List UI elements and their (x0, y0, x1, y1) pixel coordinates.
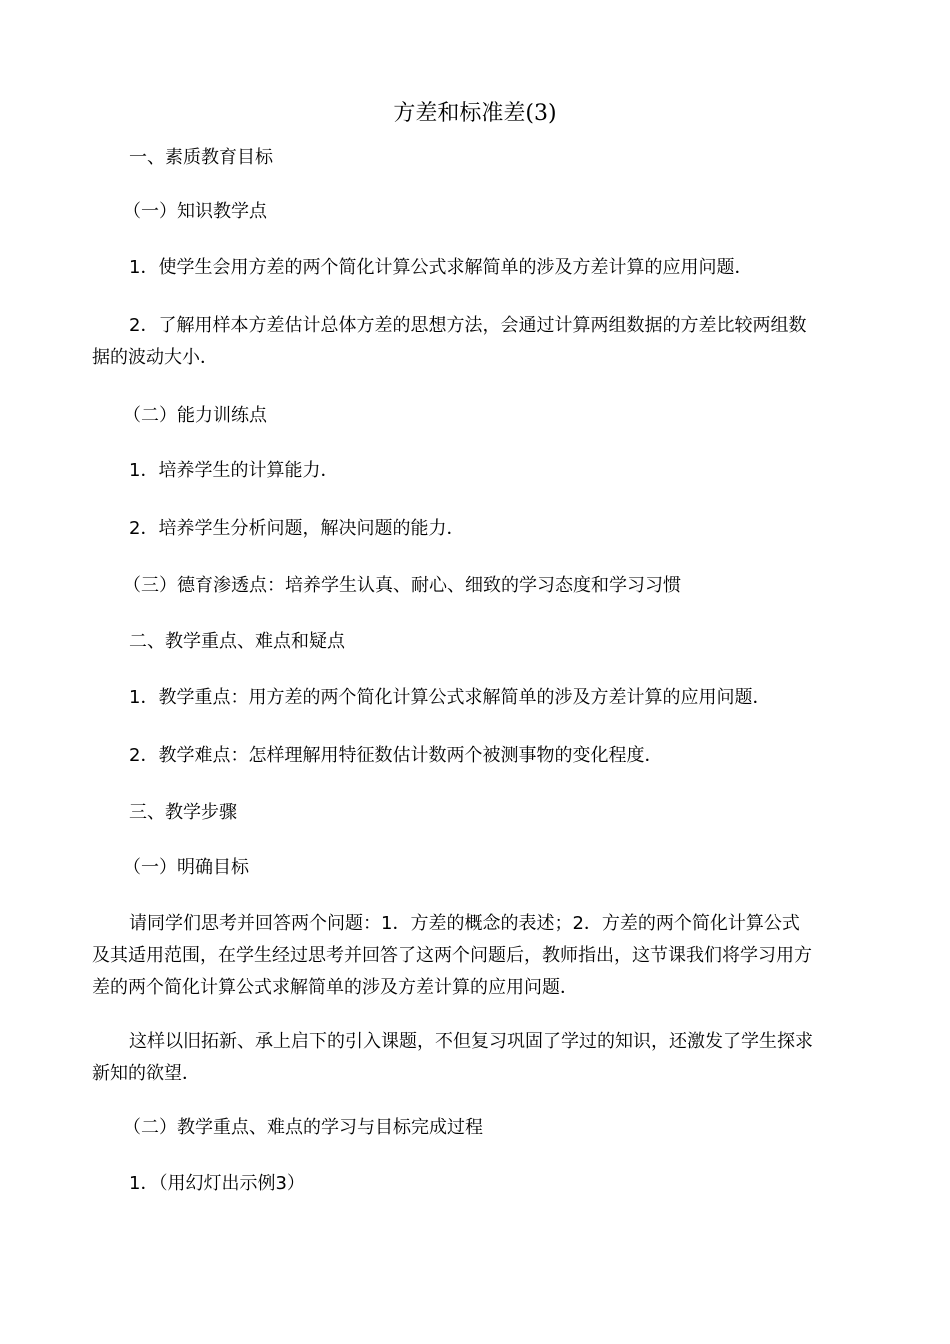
paragraph (92, 252, 899, 284)
paragraph-line: （二）教学重点、难点的学习与目标完成过程 (123, 1117, 483, 1138)
subsection-heading (92, 570, 893, 602)
subsection-heading (92, 1112, 893, 1144)
paragraph-line: 三、教学步骤 (129, 802, 237, 823)
paragraph-line: （一）明确目标 (123, 857, 249, 878)
section-heading (92, 797, 899, 829)
paragraph (92, 908, 899, 1004)
paragraph (92, 740, 899, 772)
subsection-heading (92, 400, 893, 432)
section-heading (92, 626, 899, 658)
paragraph-line: 据的波动大小． (92, 347, 218, 368)
paragraph-line: 差的两个简化计算公式求解简单的涉及方差计算的应用问题． (92, 977, 578, 998)
document-title: 方差和标准差(3) (393, 101, 557, 126)
paragraph-line: 新知的欲望． (92, 1063, 200, 1084)
paragraph (92, 513, 899, 545)
section-heading (92, 142, 899, 174)
paragraph-line: 请同学们思考并回答两个问题：1．方差的概念的表述；2．方差的两个简化计算公式 (129, 913, 800, 934)
paragraph (92, 1168, 899, 1200)
subsection-heading (92, 196, 893, 228)
paragraph-line: 1．教学重点：用方差的两个简化计算公式求解简单的涉及方差计算的应用问题． (129, 687, 771, 708)
paragraph-line: 一、素质教育目标 (129, 147, 273, 168)
paragraph-line: 二、教学重点、难点和疑点 (129, 631, 345, 652)
paragraph-line: 1．（用幻灯出示例3） (129, 1173, 305, 1194)
paragraph-line: 这样以旧拓新、承上启下的引入课题，不但复习巩固了学过的知识，还激发了学生探求 (129, 1031, 813, 1052)
paragraph-line: （三）德育渗透点：培养学生认真、耐心、细致的学习态度和学习习惯 (123, 575, 681, 596)
paragraph-line: 及其适用范围，在学生经过思考并回答了这两个问题后，教师指出，这节课我们将学习用方 (92, 945, 812, 966)
paragraph-line: 1．使学生会用方差的两个简化计算公式求解简单的涉及方差计算的应用问题． (129, 257, 753, 278)
paragraph-line: （一）知识教学点 (123, 201, 267, 222)
paragraph (92, 1026, 899, 1090)
paragraph-line: 1．培养学生的计算能力． (129, 460, 339, 481)
paragraph-line: （二）能力训练点 (123, 405, 267, 426)
paragraph (92, 682, 899, 714)
paragraph (92, 310, 899, 374)
paragraph-line: 2．培养学生分析问题，解决问题的能力． (129, 518, 465, 539)
paragraph-line: 2．教学难点：怎样理解用特征数估计数两个被测事物的变化程度． (129, 745, 663, 766)
paragraph-line: 2．了解用样本方差估计总体方差的思想方法，会通过计算两组数据的方差比较两组数 (129, 315, 807, 336)
subsection-heading (92, 852, 893, 884)
paragraph (92, 455, 899, 487)
